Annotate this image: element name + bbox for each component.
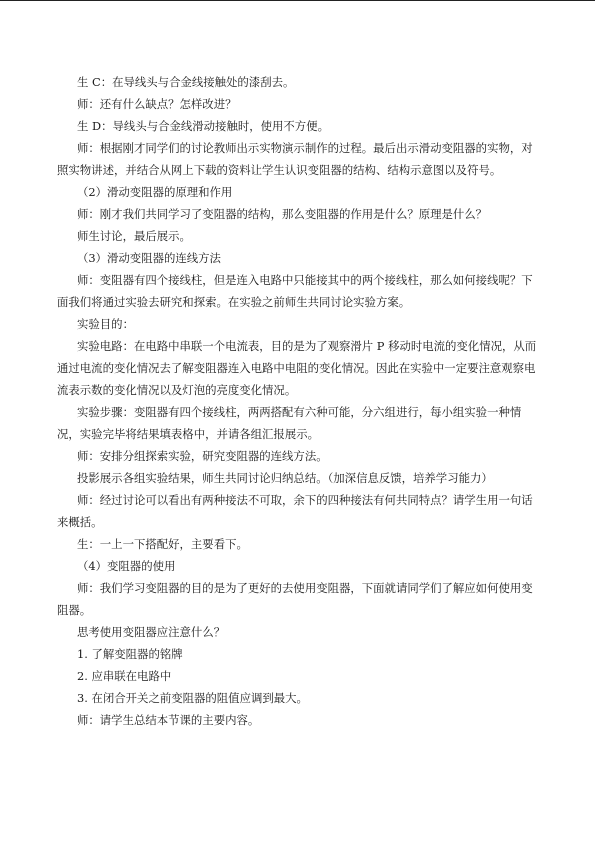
paragraph: 生：一上一下搭配好，主要看下。: [77, 537, 248, 551]
paragraph: 师：安排分组探索实验，研究变阻器的连线方法。: [77, 449, 328, 463]
top-rule: [0, 0, 595, 1]
paragraph: 师：根据刚才同学们的讨论教师出示实物演示制作的过程。最后出示滑动变阻器的实物，对照实物讲述，并结合从网上下载的资料让学生认识变阻器的结构、结构示意图以及符号。: [57, 141, 533, 177]
paragraph: 师：还有什么缺点？怎样改进？: [77, 97, 237, 111]
paragraph: 实验目的：: [77, 317, 134, 331]
section-heading: （3）滑动变阻器的连线方法: [77, 251, 221, 265]
paragraph: 生 C：在导线头与合金线接触处的漆刮去。: [77, 75, 295, 89]
paragraph: 思考使用变阻器应注意什么？: [77, 625, 226, 639]
list-item: 3. 在闭合开关之前变阻器的阻值应调到最大。: [77, 691, 308, 705]
paragraph: 师：我们学习变阻器的目的是为了更好的去使用变阻器，下面就请同学们了解应如何使用变阻器。: [57, 581, 533, 617]
paragraph: 师：刚才我们共同学习了变阻器的结构，那么变阻器的作用是什么？原理是什么？: [77, 207, 488, 221]
document-body: [57, 71, 537, 731]
paragraph: 投影展示各组实验结果，师生共同讨论归纳总结。（加深信息反馈，培养学习能力）: [77, 471, 493, 485]
section-heading: （2）滑动变阻器的原理和作用: [77, 185, 233, 199]
paragraph: 生 D：导线头与合金线滑动接触时，使用不方便。: [77, 119, 329, 133]
paragraph: 实验电路：在电路中串联一个电流表，目的是为了观察滑片 P 移动时电流的变化情况，从而通过电流的变化情况去了解变阻器连入电路中电阻的变化情况。因此在实验中一定要注意观察电流表示数的变化情况以及灯泡的亮度变化情况。: [57, 339, 537, 397]
section-heading: （4）变阻器的使用: [77, 559, 176, 573]
paragraph: 师：变阻器有四个接线柱，但是连入电路中只能接其中的两个接线柱，那么如何接线呢？下面我们将通过实验去研究和探索。在实验之前师生共同讨论实验方案。: [57, 273, 533, 309]
paragraph: 师生讨论，最后展示。: [77, 229, 191, 243]
paragraph: 师：经过讨论可以看出有两种接法不可取，余下的四种接法有何共同特点？请学生用一句话来概括。: [57, 493, 533, 529]
list-item: 1. 了解变阻器的铭牌: [77, 647, 183, 661]
list-item: 2. 应串联在电路中: [77, 669, 172, 683]
paragraph: 师：请学生总结本节课的主要内容。: [77, 713, 260, 727]
paragraph: 实验步骤：变阻器有四个接线柱，两两搭配有六种可能，分六组进行，每小组实验一种情况，实验完毕将结果填表格中，并请各组汇报展示。: [57, 405, 522, 441]
